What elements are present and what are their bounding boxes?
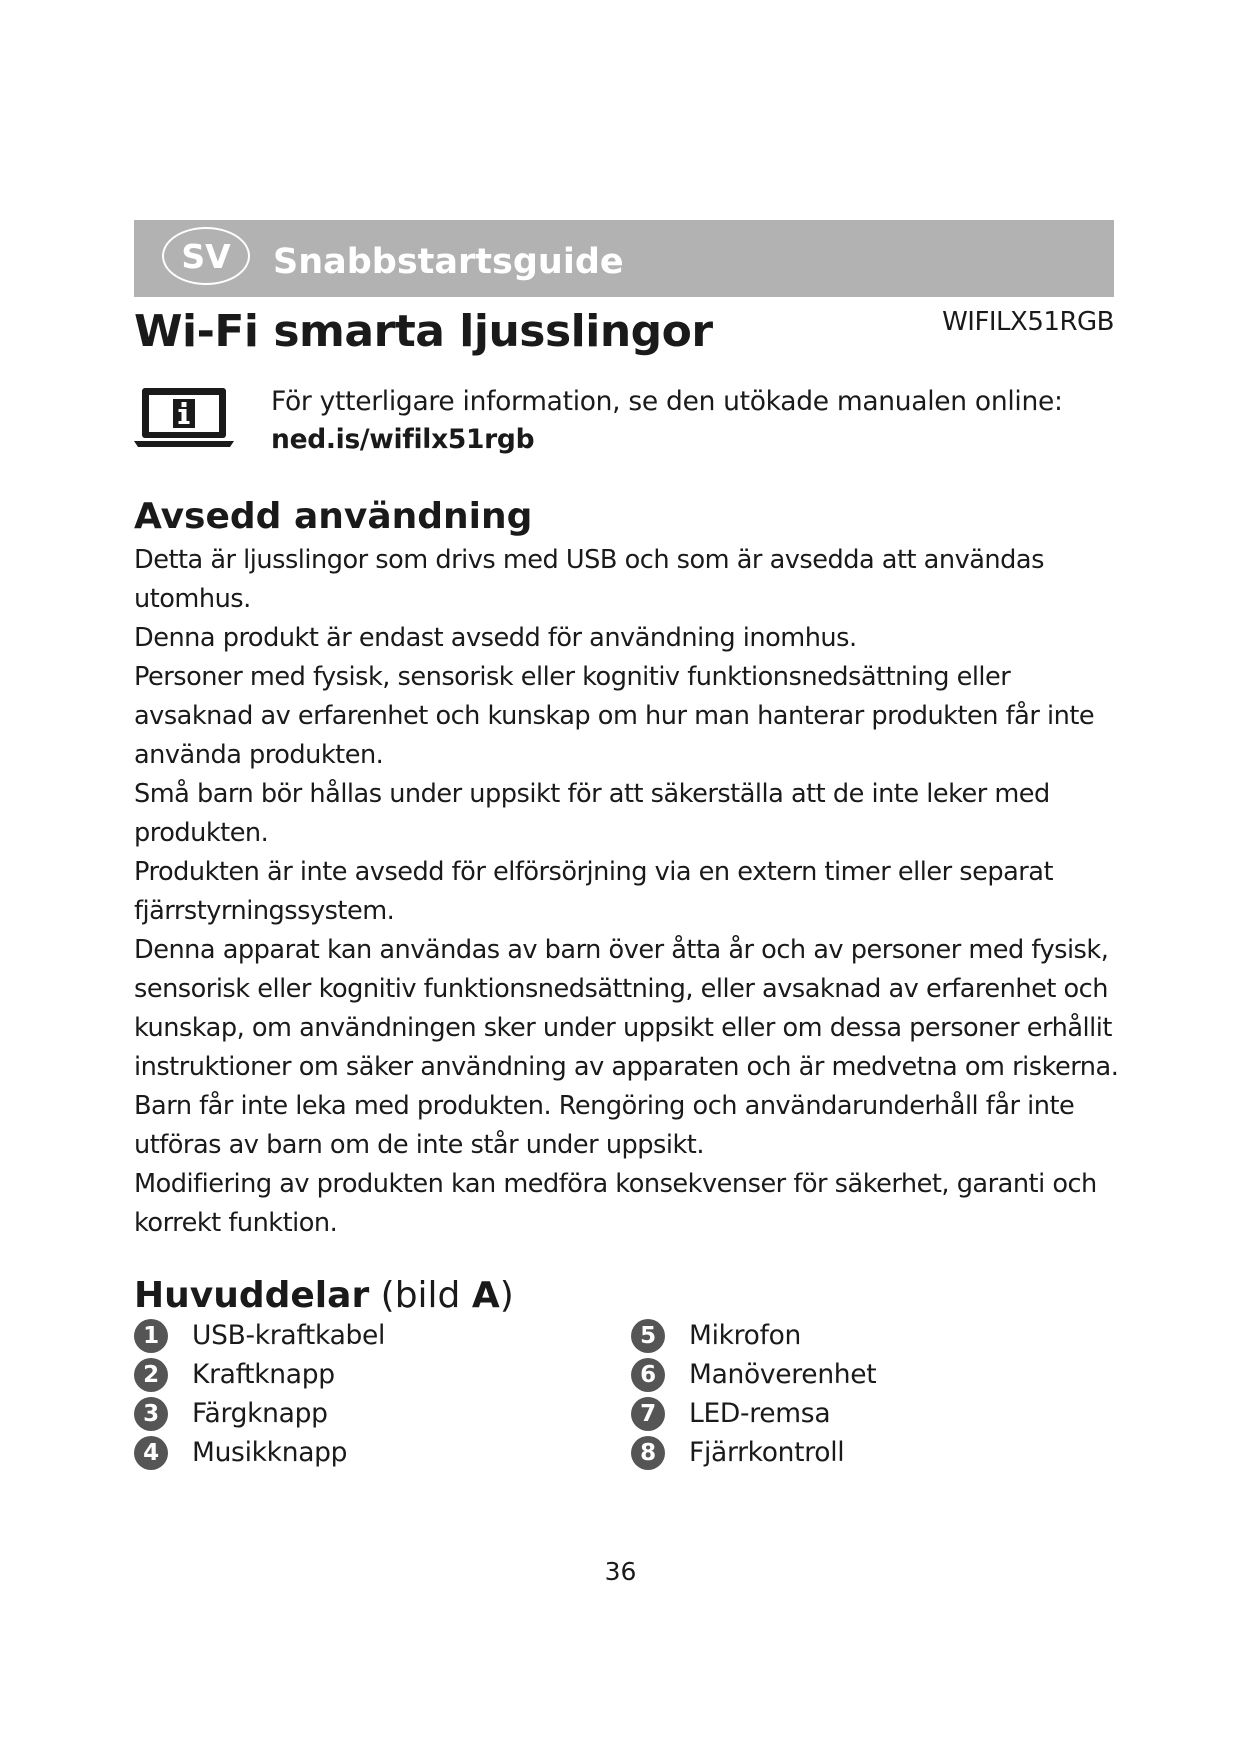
- number-badge: 4: [134, 1436, 168, 1470]
- figure-ref: A: [471, 1275, 500, 1316]
- paragraph: Personer med fysisk, sensorisk eller kognitiv funktionsnedsättning eller avsaknad av erfarenhet och kunskap om hur man hanterar produkten får inte använda produkten.: [134, 662, 1095, 770]
- part-label: Kraftknapp: [192, 1359, 335, 1390]
- guide-title: Snabbstartsguide: [273, 242, 624, 282]
- info-text: För ytterligare information, se den utökade manualen online:: [271, 386, 1063, 417]
- part-item: [631, 1316, 801, 1355]
- part-label: Musikknapp: [192, 1437, 348, 1468]
- page-number: 36: [604, 1557, 637, 1586]
- manual-link[interactable]: ned.is/wifilx51rgb: [271, 424, 535, 455]
- part-label: USB-kraftkabel: [192, 1320, 386, 1351]
- heading-bold: Huvuddelar: [134, 1275, 370, 1316]
- number-badge: 1: [134, 1319, 168, 1353]
- part-item: [631, 1355, 876, 1394]
- language-badge: SV: [162, 227, 250, 285]
- heading-normal-close: ): [499, 1275, 514, 1316]
- part-item: [134, 1433, 347, 1472]
- page-title: Wi-Fi smarta ljusslingor: [134, 306, 713, 357]
- number-badge: 3: [134, 1397, 168, 1431]
- paragraph: Produkten är inte avsedd för elförsörjning via en extern timer eller separat fjärrstyrningssystem.: [134, 857, 1054, 926]
- paragraph: Detta är ljusslingor som drivs med USB och som är avsedda att användas utomhus.: [134, 545, 1044, 614]
- number-badge: 5: [631, 1319, 665, 1353]
- paragraph: Små barn bör hållas under uppsikt för att säkerställa att de inte leker med produkten.: [134, 779, 1050, 848]
- number-badge: 8: [631, 1436, 665, 1470]
- model-number: WIFILX51RGB: [942, 307, 1114, 337]
- number-badge: 6: [631, 1358, 665, 1392]
- heading-normal-open: (bild: [369, 1275, 472, 1316]
- part-label: Fjärrkontroll: [689, 1437, 845, 1468]
- part-item: [631, 1394, 830, 1433]
- part-label: Färgknapp: [192, 1398, 328, 1429]
- laptop-info-icon: [134, 385, 234, 455]
- part-item: [631, 1433, 844, 1472]
- paragraph: Modifiering av produkten kan medföra konsekvenser för säkerhet, garanti och korrekt funktion.: [134, 1169, 1097, 1238]
- info-note: [271, 383, 1063, 459]
- part-label: Manöverenhet: [689, 1359, 877, 1390]
- number-badge: 2: [134, 1358, 168, 1392]
- part-item: [134, 1316, 385, 1355]
- intended-use-text: [134, 541, 1119, 1243]
- paragraph: Denna apparat kan användas av barn över åtta år och av personer med fysisk, sensorisk eller kognitiv funktionsnedsättning, eller avsaknad av erfarenhet och kunskap, om användningen sker under uppsikt eller om dessa personer erhållit instruktioner om säker användning av apparaten och är medvetna om riskerna. Barn får inte leka med produkten. Rengöring och användarunderhåll får inte utföras av barn om de inte står under uppsikt.: [134, 935, 1119, 1160]
- part-label: LED-remsa: [689, 1398, 831, 1429]
- part-item: [134, 1355, 335, 1394]
- paragraph: Denna produkt är endast avsedd för användning inomhus.: [134, 623, 857, 653]
- number-badge: 7: [631, 1397, 665, 1431]
- part-item: [134, 1394, 328, 1433]
- part-label: Mikrofon: [689, 1320, 802, 1351]
- section-heading-main-parts: [134, 1273, 514, 1319]
- section-heading-intended-use: Avsedd användning: [134, 496, 533, 537]
